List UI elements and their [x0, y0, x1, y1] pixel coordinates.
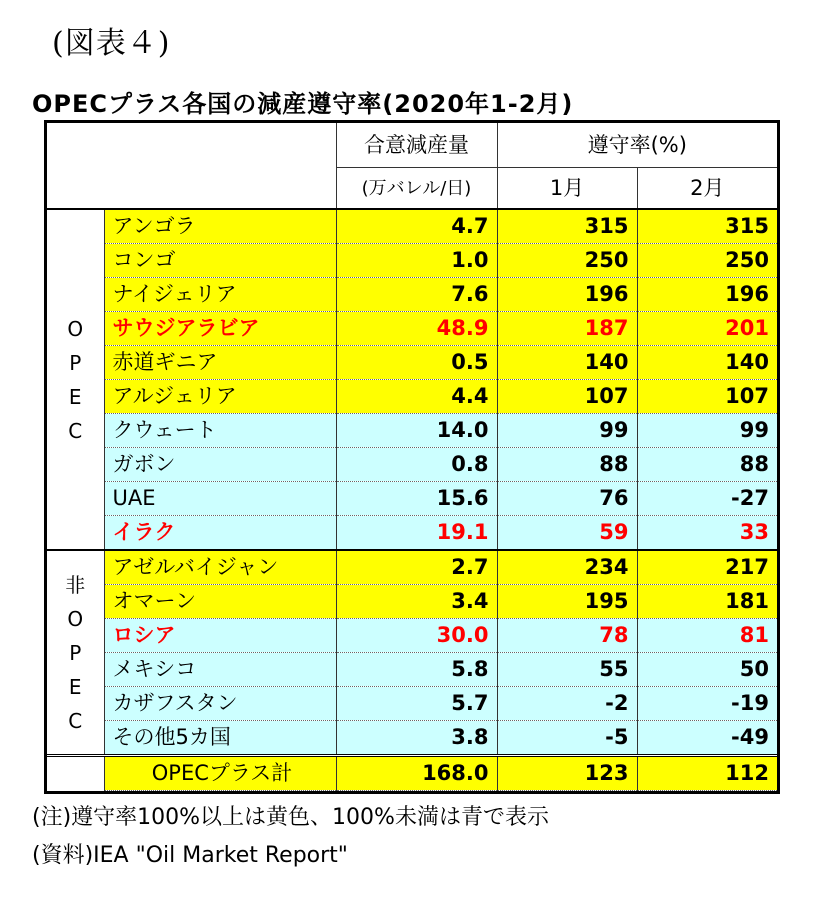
- country-name: カザフスタン: [104, 687, 336, 721]
- table-row: [47, 687, 777, 721]
- header-cut-unit: (万バレル/日): [336, 168, 497, 210]
- cut-value: 1.0: [336, 244, 497, 278]
- compliance-table: [47, 123, 777, 791]
- total-jan-value: 123: [497, 756, 637, 791]
- table-title: OPECプラス各国の減産遵守率(2020年1-2月): [32, 90, 574, 118]
- country-name: ナイジェリア: [104, 278, 336, 312]
- jan-value: 107: [497, 380, 637, 414]
- country-name: ガボン: [104, 448, 336, 482]
- cut-value: 2.7: [336, 550, 497, 585]
- table-row: [47, 209, 777, 244]
- source-note: (資料)IEA "Oil Market Report": [32, 843, 348, 868]
- country-name: その他5カ国: [104, 721, 336, 756]
- cut-value: 4.7: [336, 209, 497, 244]
- jan-value: 55: [497, 653, 637, 687]
- jan-value: 78: [497, 619, 637, 653]
- jan-value: 76: [497, 482, 637, 516]
- group-label-opec: O P E C: [47, 209, 104, 550]
- table-row: [47, 619, 777, 653]
- feb-value: 181: [637, 585, 777, 619]
- jan-value: 99: [497, 414, 637, 448]
- country-name: アルジェリア: [104, 380, 336, 414]
- feb-value: 33: [637, 516, 777, 551]
- jan-value: -5: [497, 721, 637, 756]
- figure-label: (図表４): [52, 26, 171, 61]
- table-row: [47, 516, 777, 551]
- feb-value: 50: [637, 653, 777, 687]
- country-name: コンゴ: [104, 244, 336, 278]
- table-row: [47, 550, 777, 585]
- jan-value: 187: [497, 312, 637, 346]
- header-jan: 1月: [497, 168, 637, 210]
- jan-value: 88: [497, 448, 637, 482]
- color-note: (注)遵守率100%以上は黄色、100%未満は青で表示: [32, 805, 549, 830]
- cut-value: 19.1: [336, 516, 497, 551]
- header-compliance: 遵守率(%): [497, 123, 777, 168]
- table-row: [47, 312, 777, 346]
- jan-value: 196: [497, 278, 637, 312]
- table-row: [47, 346, 777, 380]
- country-name: UAE: [104, 482, 336, 516]
- cut-value: 3.4: [336, 585, 497, 619]
- feb-value: 81: [637, 619, 777, 653]
- table-row: [47, 278, 777, 312]
- jan-value: 315: [497, 209, 637, 244]
- country-name: ロシア: [104, 619, 336, 653]
- feb-value: 315: [637, 209, 777, 244]
- feb-value: 250: [637, 244, 777, 278]
- country-name: アゼルバイジャン: [104, 550, 336, 585]
- feb-value: 201: [637, 312, 777, 346]
- cut-value: 3.8: [336, 721, 497, 756]
- country-name: 赤道ギニア: [104, 346, 336, 380]
- jan-value: 140: [497, 346, 637, 380]
- table-row: [47, 414, 777, 448]
- table-row: [47, 585, 777, 619]
- header-feb: 2月: [637, 168, 777, 210]
- cut-value: 15.6: [336, 482, 497, 516]
- jan-value: 59: [497, 516, 637, 551]
- cut-value: 5.7: [336, 687, 497, 721]
- cut-value: 48.9: [336, 312, 497, 346]
- table-row: [47, 244, 777, 278]
- table-row: [47, 380, 777, 414]
- cut-value: 14.0: [336, 414, 497, 448]
- header-cut-amount: 合意減産量: [336, 123, 497, 168]
- feb-value: -19: [637, 687, 777, 721]
- jan-value: 195: [497, 585, 637, 619]
- jan-value: 234: [497, 550, 637, 585]
- cut-value: 7.6: [336, 278, 497, 312]
- feb-value: 196: [637, 278, 777, 312]
- country-name: アンゴラ: [104, 209, 336, 244]
- feb-value: 88: [637, 448, 777, 482]
- cut-value: 5.8: [336, 653, 497, 687]
- country-name: メキシコ: [104, 653, 336, 687]
- feb-value: 107: [637, 380, 777, 414]
- country-name: クウェート: [104, 414, 336, 448]
- table-row: [47, 448, 777, 482]
- cut-value: 0.8: [336, 448, 497, 482]
- jan-value: 250: [497, 244, 637, 278]
- table-row: [47, 653, 777, 687]
- feb-value: 99: [637, 414, 777, 448]
- country-name: オマーン: [104, 585, 336, 619]
- feb-value: 217: [637, 550, 777, 585]
- feb-value: 140: [637, 346, 777, 380]
- table-row: [47, 721, 777, 756]
- total-feb-value: 112: [637, 756, 777, 791]
- feb-value: -27: [637, 482, 777, 516]
- total-group-cell: [47, 756, 104, 791]
- jan-value: -2: [497, 687, 637, 721]
- cut-value: 0.5: [336, 346, 497, 380]
- cut-value: 4.4: [336, 380, 497, 414]
- group-label-non-opec: 非 O P E C: [47, 550, 104, 756]
- feb-value: -49: [637, 721, 777, 756]
- country-name: サウジアラビア: [104, 312, 336, 346]
- total-row: [47, 756, 777, 791]
- table-row: [47, 482, 777, 516]
- country-name: イラク: [104, 516, 336, 551]
- total-cut-value: 168.0: [336, 756, 497, 791]
- total-label: OPECプラス計: [104, 756, 336, 791]
- corner-cell: [47, 123, 336, 209]
- cut-value: 30.0: [336, 619, 497, 653]
